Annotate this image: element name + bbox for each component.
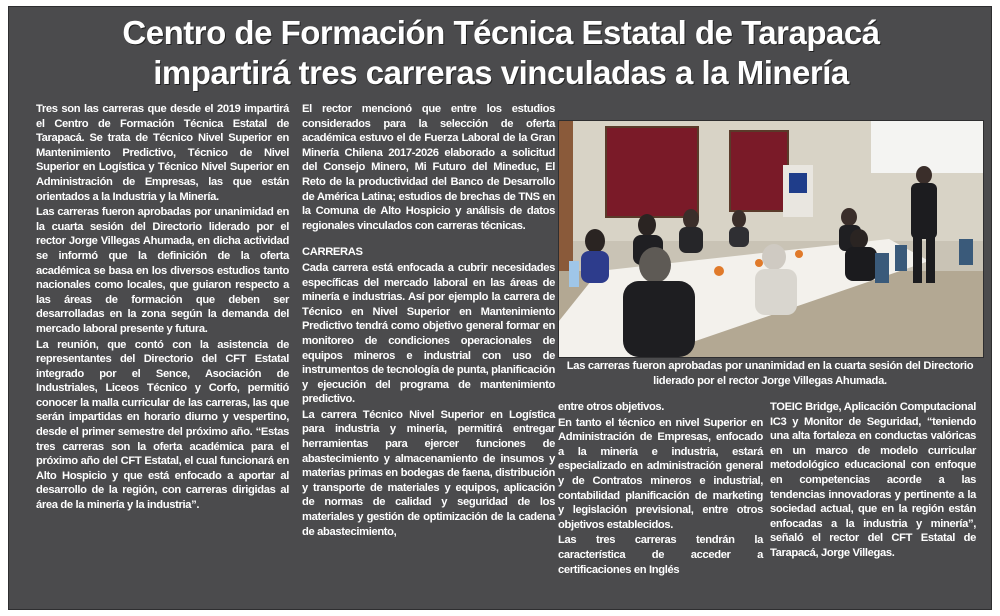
meeting-photo-illustration <box>559 121 983 357</box>
article-column-3 <box>558 400 763 578</box>
headline-line-1: Centro de Formación Técnica Estatal de Tarapacá <box>122 14 880 51</box>
section-subhead: CARRERAS <box>302 246 363 259</box>
paragraph: El rector mencionó que entre los estudios considerados para la selección de oferta académica estuvo el de Fuerza Laboral de la Gran Minería Chilena 2017-2026 elaborado a solicitud del Consejo Minero, Mi Futuro del Mineduc, El Reto de la productividad del Banco de Desarrollo de América Latina; estudios de brechas de TNS en la Comuna de Alto Hospicio y análisis de datos regionales vinculados con carreras técnicas. <box>302 103 555 232</box>
article-column-1 <box>36 102 289 514</box>
headline-line-2: impartirá tres carreras vinculadas a la Minería <box>153 54 849 91</box>
paragraph: Las carreras fueron aprobadas por unanimidad en la cuarta sesión del Directorio liderado por el rector Jorge Villegas Ahumada, en dicha actividad se informó que la definición de la oferta académica se basa en los diversos estudios tanto nacionales como locales, que guiaron respecto a las áreas de formación que deben ser desarrolladas en la zona según la demanda del mercado laboral presente y futura. <box>36 206 289 335</box>
paragraph: Tres son las carreras que desde el 2019 impartirá el Centro de Formación Técnica Estatal de Tarapacá. Se trata de Técnico Nivel Superior en Mantenimiento Predictivo, Técnico de Nivel Superior en Logística y Técnico Nivel Superior en Administración de Empresas, las que están orientados a la Industria y la Minería. <box>36 103 289 203</box>
newspaper-clipping <box>8 6 992 610</box>
paragraph: La reunión, que contó con la asistencia de representantes del Directorio del CFT Estatal integrado por el Sence, Asociación de Industriales, Liceos Técnico y Corfo, permitió conocer la malla curricular de las carreras, las que serán impartidas en horario diurno y vespertino, desde el primer semestre del próximo año. “Estas tres carreras son la oferta académica para el próximo año del CFT Estatal, el cual funcionará en Alto Hospicio y que está enfocado a aportar al desarrollo de la región, con carreras dirigidas al área de la minería y la industria”. <box>36 338 289 512</box>
paragraph: Cada carrera está enfocada a cubrir necesidades específicas del mercado laboral en las áreas de minería e industrias. Así por ejemplo la carrera de Técnico en Nivel Superior en Mantenimiento Predictivo tendrá como objetivo general formar en monitoreo de condiciones operacionales de equipos mineros e industrial con uso de instrumentos de tecnología de punta, planificación y ejecución del programa de mantenimiento predictivo. <box>302 261 555 406</box>
paragraph: TOEIC Bridge, Aplicación Computacional IC3 y Monitor de Seguridad, “teniendo una alta fortaleza en conductas valóricas en un marco de modelo curricular metodológico educacional con enfoque en competencias acorde a las tendencias innovadoras y pertinente a la sociedad actual, que en la región están enfocadas a la industria y minería”, señaló el rector del CFT Estatal de Tarapacá, Jorge Villegas. <box>770 401 976 559</box>
paragraph: entre otros objetivos. <box>558 401 665 413</box>
article-column-2 <box>302 102 555 540</box>
photo-caption: Las carreras fueron aprobadas por unanimidad en la cuarta sesión del Directorio liderado por el rector Jorge Villegas Ahumada. <box>566 360 974 387</box>
meeting-photo <box>558 120 984 358</box>
headline <box>9 13 992 93</box>
paragraph: En tanto el técnico en nivel Superior en Administración de Empresas, enfocado a la minería e industria, estará especializado en administración general y de Contratos mineros e industrial, contabilidad planificación de marketing y legislación previsional, entre otros objetivos establecidos. <box>558 416 763 531</box>
article-column-4 <box>770 400 976 562</box>
paragraph: Las tres carreras tendrán la característica de acceder a certificaciones en Inglés <box>558 534 763 576</box>
paragraph: La carrera Técnico Nivel Superior en Logística para industria y minería, permitirá entregar herramientas para ejercer funciones de abastecimiento y almacenamiento de insumos y materias primas en bodegas de faena, distribución y transporte de materiales y equipos, aplicación de normas de calidad y seguridad de los materiales y gestión de optimización de la cadena de abastecimiento, <box>302 408 555 538</box>
